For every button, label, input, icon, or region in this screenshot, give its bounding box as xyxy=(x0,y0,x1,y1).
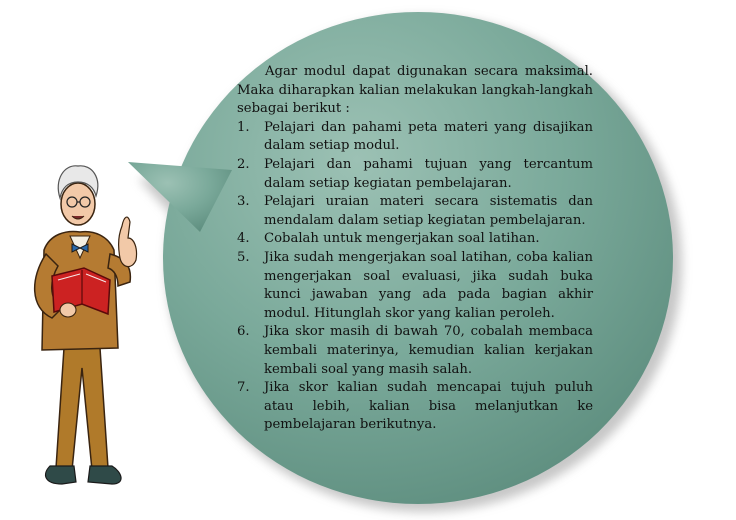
step-number: 1. xyxy=(237,119,250,135)
step-text: Jika skor kalian sudah mencapai tujuh puluh atau lebih, kalian bisa melanjutkan ke pembelajaran berikutnya. xyxy=(264,380,593,433)
list-item xyxy=(237,119,593,156)
list-item xyxy=(237,230,593,249)
step-number: 6. xyxy=(237,324,250,340)
step-number: 5. xyxy=(237,249,250,265)
list-item xyxy=(237,249,593,323)
step-text: Pelajari dan pahami tujuan yang tercantum dalam setiap kegiatan pembelajaran. xyxy=(264,156,593,191)
list-item xyxy=(237,323,593,379)
list-item xyxy=(237,379,593,435)
step-text: Cobalah untuk mengerjakan soal latihan. xyxy=(264,231,540,247)
step-text: Pelajari uraian materi secara sistematis dan mendalam dalam setiap kegiatan pembelajaran. xyxy=(264,194,593,228)
step-number: 3. xyxy=(237,194,250,210)
step-number: 7. xyxy=(237,380,250,396)
step-text: Jika sudah mengerjakan soal latihan, coba kalian mengerjakan soal evaluasi, jika sudah buka kunci jawaban yang ada pada bagian akhir modul. Hitunglah skor yang kalian peroleh. xyxy=(264,249,593,321)
step-text: Jika skor masih di bawah 70, cobalah membaca kembali materinya, kemudian kalian kerjakan kembali soal yang masih salah. xyxy=(264,324,593,377)
step-number: 2. xyxy=(237,156,250,172)
list-item xyxy=(237,156,593,193)
list-item xyxy=(237,193,593,230)
step-text: Pelajari dan pahami peta materi yang disajikan dalam setiap modul. xyxy=(264,119,593,154)
step-number: 4. xyxy=(237,231,250,247)
intro-paragraph: Agar modul dapat digunakan secara maksimal. Maka diharapkan kalian melakukan langkah-langkah sebagai berikut : xyxy=(237,64,593,117)
instructions-block xyxy=(237,63,593,435)
teacher-reading-book-icon xyxy=(22,158,142,498)
steps-list xyxy=(237,119,593,435)
